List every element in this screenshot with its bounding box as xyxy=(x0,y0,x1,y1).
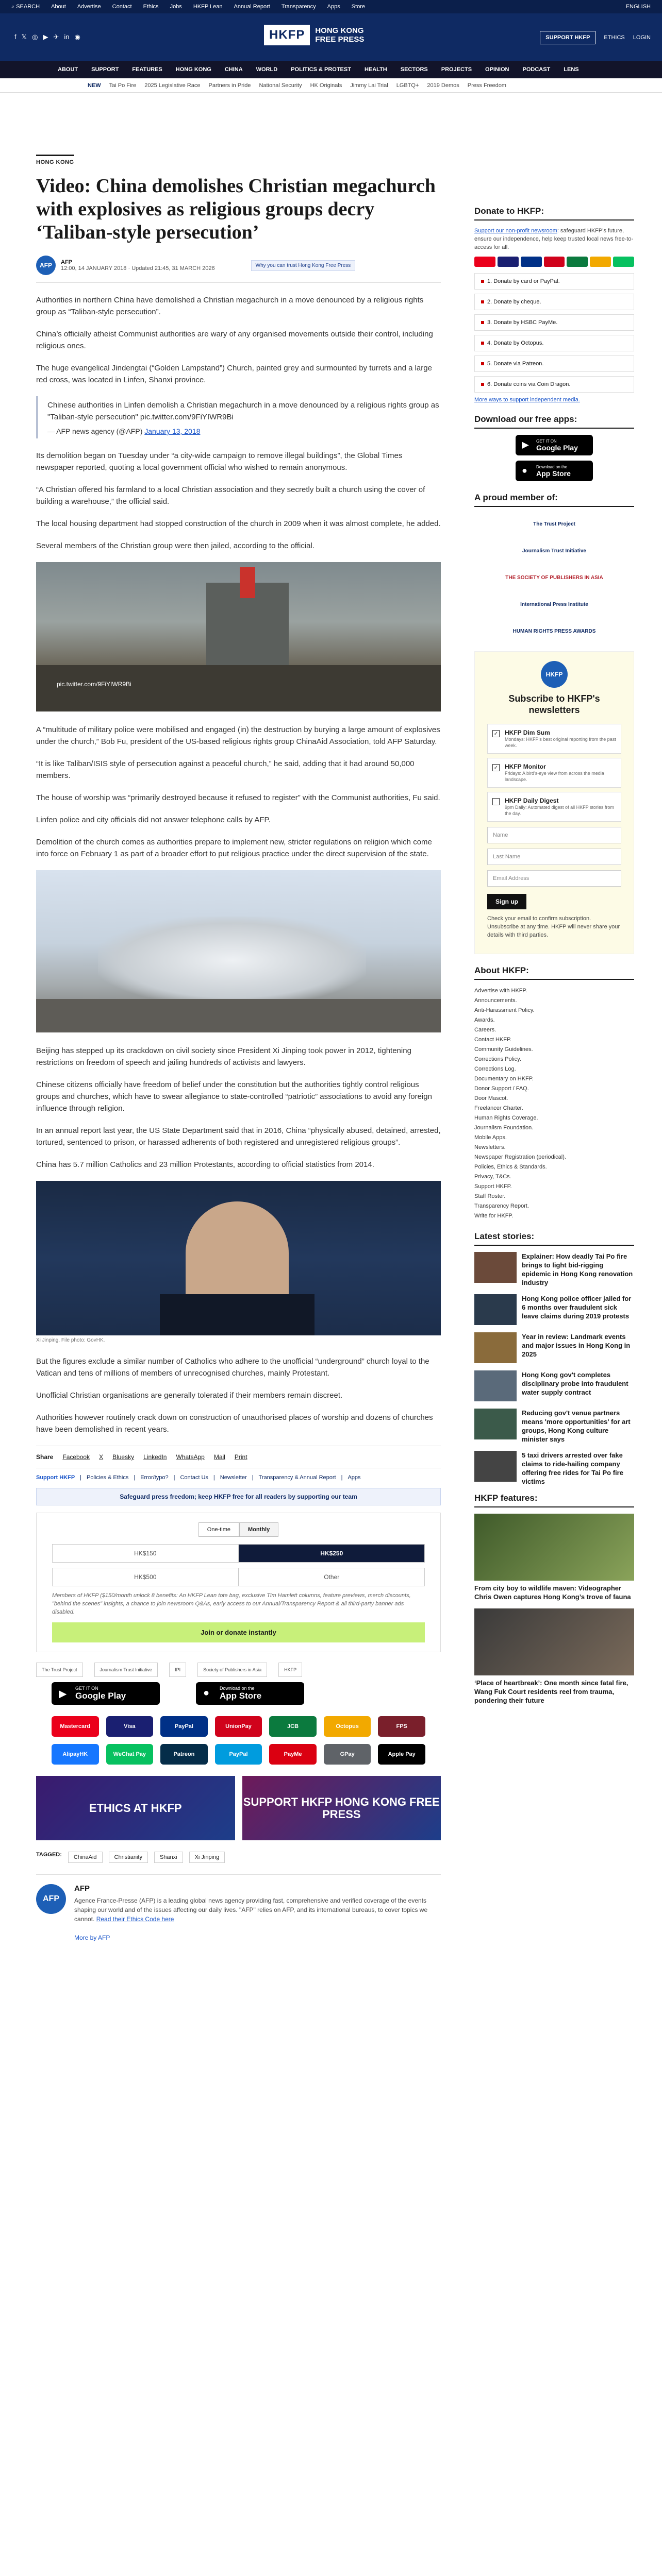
social-links xyxy=(14,33,80,41)
about-link[interactable]: Contact HKFP. xyxy=(474,1037,511,1043)
tag[interactable]: Shanxi xyxy=(154,1852,183,1863)
trust-project-badge[interactable]: The Trust Project xyxy=(36,1663,83,1677)
jti-logo[interactable]: Journalism Trust Initiative xyxy=(522,548,586,554)
about-link[interactable]: Newspaper Registration (periodical). xyxy=(474,1154,566,1160)
paragraph: A “multitude of military police were mobilised and engaged (in) the destruction by burying a large amount of explosives under the church,” Bob Fu, president of the US-based religious rights group ChinaAid Association, told AFP Saturday. xyxy=(36,725,440,746)
about-link[interactable]: Support HKFP. xyxy=(474,1183,512,1190)
telegram-icon[interactable]: ✈ xyxy=(53,33,59,41)
apps-title: Download our free apps: xyxy=(474,414,634,429)
checkbox-checked[interactable]: ✓ xyxy=(492,764,500,771)
topbar-contact[interactable]: Contact xyxy=(112,4,132,10)
gpay-logo[interactable]: GPay xyxy=(324,1744,371,1765)
main-nav xyxy=(0,61,662,78)
patreon-logo[interactable]: Patreon xyxy=(160,1744,208,1765)
topbar-transparency[interactable]: Transparency xyxy=(281,4,316,10)
about-link[interactable]: Human Rights Coverage. xyxy=(474,1115,538,1121)
nav-support[interactable]: SUPPORT xyxy=(91,66,119,73)
author-box-name[interactable]: AFP xyxy=(74,1884,90,1893)
story-thumbnail xyxy=(474,1294,517,1325)
non-profit-link[interactable]: Support our non-profit newsroom xyxy=(474,228,557,234)
support-banner[interactable]: SUPPORT HKFP HONG KONG FREE PRESS xyxy=(242,1776,441,1840)
email-input[interactable]: Email Address xyxy=(487,870,621,887)
amount-option-selected[interactable]: HK$250 xyxy=(239,1544,425,1563)
embedded-tweet xyxy=(36,396,441,438)
trust-project-logo[interactable]: The Trust Project xyxy=(533,521,575,527)
trending-link[interactable]: Tai Po Fire xyxy=(109,82,137,89)
about-link[interactable]: Write for HKFP. xyxy=(474,1213,514,1219)
amount-option-other[interactable]: Other xyxy=(239,1568,425,1586)
more-ways-link[interactable]: More ways to support independent media. xyxy=(474,397,580,403)
article-title: Video: China demolishes Christian megachurch with explosives as religious groups decry ‘Taliban-style persecution’ xyxy=(36,175,436,243)
about-link[interactable]: Policies, Ethics & Standards. xyxy=(474,1164,547,1170)
contact-link[interactable]: Contact Us xyxy=(180,1475,208,1481)
newsletter-note: Check your email to confirm subscription. Unsubscribe at any time. HKFP will never share your details with third parties. xyxy=(487,916,620,938)
app-buttons xyxy=(52,1682,425,1705)
apple-icon: ● xyxy=(522,465,527,476)
hrpa-logo[interactable]: HUMAN RIGHTS PRESS AWARDS xyxy=(512,628,596,634)
google-play-icon: ▶ xyxy=(59,1688,67,1700)
about-title: About HKFP: xyxy=(474,965,634,980)
share-linkedin[interactable]: LinkedIn xyxy=(143,1453,167,1461)
paragraph: Demolition of the church comes as authorities prepare to implement new, stricter regulations on religion which come into force on February 1 as part of a broader effort to put religious practice under the direct supervision of the state. xyxy=(36,838,432,858)
donation-widget xyxy=(36,1513,441,1652)
donation-note: Members of HKFP ($150/month unlock 8 benefits: An HKFP Lean tote bag, exclusive Tim Hamlett columns, feature previews, merch discounts, "behind the scenes" insights, a chance to join newsroom Q&As, early access to our Annual/Transparency Report & all third-party banner ads disabled. xyxy=(52,1592,411,1615)
share-label: Share xyxy=(36,1453,54,1461)
amount-option[interactable]: HK$500 xyxy=(52,1568,239,1586)
signup-button[interactable]: Sign up xyxy=(487,894,526,909)
tag[interactable]: Christianity xyxy=(109,1852,148,1863)
feature-card[interactable]: ‘Place of heartbreak’: One month since fatal fire, Wang Fuk Court residents reel from trauma, pondering their future xyxy=(474,1608,634,1705)
jti-badge[interactable]: Journalism Trust Initiative xyxy=(94,1663,158,1677)
donate-method[interactable]: 3. Donate by HSBC PayMe. xyxy=(474,314,634,331)
rss-icon[interactable]: ◉ xyxy=(74,33,80,41)
nav-about[interactable]: ABOUT xyxy=(58,66,78,73)
youtube-icon[interactable]: ▶ xyxy=(43,33,48,41)
feature-card[interactable]: From city boy to wildlife maven: Videographer Chris Owen captures Hong Kong’s trove of fauna xyxy=(474,1514,634,1601)
tweet-date-link[interactable]: January 13, 2018 xyxy=(144,427,201,435)
about-link[interactable]: Documentary on HKFP. xyxy=(474,1076,534,1082)
nav-lens[interactable]: LENS xyxy=(564,66,579,73)
search-link[interactable]: ⌕ SEARCH xyxy=(11,3,40,10)
article-category[interactable]: HONG KONG xyxy=(36,155,74,165)
donation-methods xyxy=(474,273,634,393)
tags xyxy=(36,1852,441,1863)
ethics-banner[interactable]: ETHICS AT HKFP xyxy=(36,1776,235,1840)
app-store-button[interactable]: ● Download on the App Store xyxy=(196,1682,304,1705)
xi-jinping-photo-wrap xyxy=(36,1181,441,1343)
trending-link[interactable]: LGBTQ+ xyxy=(396,82,419,89)
nav-politics[interactable]: POLITICS & PROTEST xyxy=(291,66,351,73)
fps-logo[interactable]: FPS xyxy=(378,1716,425,1737)
photo-caption: Xi Jinping. File photo: GovHK. xyxy=(36,1337,105,1343)
share-x[interactable]: X xyxy=(99,1453,104,1461)
latest-story[interactable]: Hong Kong police officer jailed for 6 months over fraudulent sick leave claims during 2019 protests xyxy=(474,1294,634,1325)
paragraph: The local housing department had stopped construction of the church in 2009 when it was almost complete, he added. xyxy=(36,519,441,528)
nav-opinion[interactable]: OPINION xyxy=(485,66,509,73)
donate-method[interactable]: 5. Donate via Patreon. xyxy=(474,355,634,372)
topbar-about[interactable]: About xyxy=(51,4,66,10)
hkfp-newsletter-logo: HKFP xyxy=(541,661,568,688)
about-link[interactable]: Corrections Policy. xyxy=(474,1056,521,1062)
paypal-logo[interactable]: PayPal xyxy=(160,1716,208,1737)
latest-story[interactable]: Year in review: Landmark events and major issues in Hong Kong in 2025 xyxy=(474,1332,634,1363)
sopa-logo[interactable]: THE SOCIETY OF PUBLISHERS IN ASIA xyxy=(505,574,603,581)
octopus-icon xyxy=(590,257,611,267)
about-link[interactable]: Door Mascot. xyxy=(474,1095,508,1101)
paragraph: Beijing has stepped up its crackdown on civil society since President Xi Jinping took power in 2012, tightening restrictions on freedom of speech and jailing hundreds of activists and lawyers. xyxy=(36,1046,411,1067)
mastercard-logo[interactable]: Mastercard xyxy=(52,1716,99,1737)
donate-intro: Support our non-profit newsroom: safeguard HKFP's future, ensure our independence, help keep trusted local news free-to-access for all. xyxy=(474,228,634,250)
trust-badges xyxy=(36,1663,441,1677)
about-link[interactable]: Awards. xyxy=(474,1017,495,1023)
paragraph: China has 5.7 million Catholics and 23 million Protestants, according to official statistics from 2014. xyxy=(36,1160,374,1169)
unionpay-logo[interactable]: UnionPay xyxy=(215,1716,262,1737)
apple-pay-logo[interactable]: Apple Pay xyxy=(378,1744,425,1765)
hkfp-badge[interactable]: HKFP xyxy=(278,1663,302,1677)
video-link-text: pic.twitter.com/9FiYIWR9Bi xyxy=(57,681,131,688)
tweet-text: Chinese authorities in Linfen demolish a Christian megachurch in a move denounced by a religious rights group as "Taliban-style persecution" pic.twitter.com/9FiYIWR9Bi xyxy=(47,401,439,421)
nav-health[interactable]: HEALTH xyxy=(364,66,387,73)
payment-icons-small xyxy=(474,257,634,267)
paragraph: Linfen police and city officials did not answer telephone calls by AFP. xyxy=(36,816,271,824)
ipi-logo[interactable]: International Press Institute xyxy=(520,601,588,607)
latest-title: Latest stories: xyxy=(474,1231,634,1246)
latest-story[interactable]: Reducing gov't venue partners means 'more opportunities' for art groups, Hong Kong culture minister says xyxy=(474,1409,634,1444)
newsletter-option[interactable]: ✓ HKFP Monitor Fridays: A bird's-eye view from across the media landscape. xyxy=(487,758,621,788)
topbar-advertise[interactable]: Advertise xyxy=(77,4,101,10)
about-link[interactable]: Community Guidelines. xyxy=(474,1046,533,1053)
trending-ticker xyxy=(0,78,662,93)
sidebar xyxy=(474,206,634,1712)
more-by-author-link[interactable]: More by AFP xyxy=(74,1934,110,1941)
google-play-button-sidebar[interactable]: ▶ GET IT ON Google Play xyxy=(516,435,593,455)
church-video-image[interactable] xyxy=(36,562,441,711)
name-input[interactable]: Name xyxy=(487,827,621,843)
google-play-icon: ▶ xyxy=(522,439,529,450)
topbar-annual-report[interactable]: Annual Report xyxy=(234,4,270,10)
top-bar xyxy=(0,0,662,13)
paragraph: Unofficial Christian organisations are generally tolerated if their members remain discreet. xyxy=(36,1391,343,1400)
topbar-apps[interactable]: Apps xyxy=(327,4,340,10)
last-name-input[interactable]: Last Name xyxy=(487,849,621,865)
xi-jinping-photo xyxy=(36,1181,441,1335)
hkfp-features xyxy=(474,1493,634,1705)
tab-one-time[interactable]: One-time xyxy=(198,1522,239,1537)
latest-stories xyxy=(474,1231,634,1486)
about-link[interactable]: Staff Roster. xyxy=(474,1193,506,1199)
latest-story[interactable]: 5 taxi drivers arrested over fake claims to ride-hailing company offering free rides for Tai Po fire victims xyxy=(474,1451,634,1486)
latest-story[interactable]: Hong Kong gov't completes disciplinary probe into fraudulent water supply contract xyxy=(474,1370,634,1401)
safeguard-banner[interactable]: Safeguard press freedom; keep HKFP free for all readers by supporting our team xyxy=(36,1488,441,1505)
features-title: HKFP features: xyxy=(474,1493,634,1507)
about-link[interactable]: Announcements. xyxy=(474,997,517,1004)
wechat-icon xyxy=(613,257,634,267)
paragraph: Authorities in northern China have demolished a Christian megachurch in a move denounced by a religious rights group as “Taliban-style persecution”. xyxy=(36,296,424,316)
author-avatar[interactable]: AFP xyxy=(36,256,56,275)
tab-monthly[interactable]: Monthly xyxy=(239,1522,278,1537)
instagram-icon[interactable]: ◎ xyxy=(32,33,38,41)
newsletter-link[interactable]: Newsletter xyxy=(220,1475,247,1481)
visa-icon xyxy=(498,257,519,267)
ipi-badge[interactable]: IPI xyxy=(169,1663,186,1677)
payment-methods xyxy=(52,1716,425,1765)
about-link[interactable]: Careers. xyxy=(474,1027,496,1033)
member-logos xyxy=(474,514,634,641)
paragraph: The huge evangelical Jindengtai (“Golden Lampstand”) Church, painted grey and surmounted by turrets and a large red cross, was located in Linfen, Shanxi province. xyxy=(36,364,432,384)
trending-link[interactable]: HK Originals xyxy=(310,82,342,89)
about-link[interactable]: Transparency Report. xyxy=(474,1203,529,1209)
story-thumbnail xyxy=(474,1252,517,1283)
newsletter-option[interactable]: ✓ HKFP Dim Sum Mondays: HKFP's best original reporting from the past week. xyxy=(487,724,621,754)
apps-link[interactable]: Apps xyxy=(347,1475,361,1481)
topbar-store[interactable]: Store xyxy=(351,4,366,10)
paragraph: “A Christian offered his farmland to a local Christian association and they secretly built a church using the cover of building a warehouse,” the official said. xyxy=(36,485,425,506)
nav-sectors[interactable]: SECTORS xyxy=(400,66,428,73)
promo-banners xyxy=(36,1776,441,1840)
trending-link[interactable]: 2025 Legislative Race xyxy=(144,82,201,89)
story-thumbnail xyxy=(474,1451,517,1482)
author-bio: Agence France-Presse (AFP) is a leading global news agency providing fast, comprehensive and verified coverage of the events shaping our world and of the issues affecting our daily lives. "AFP" relies on AFP, and its international bureaus, to cover topics we cannot. Read their Ethics Code here xyxy=(74,1897,428,1923)
ethics-link[interactable]: ETHICS xyxy=(604,35,625,41)
payme-logo[interactable]: PayMe xyxy=(269,1744,317,1765)
jcb-logo[interactable]: JCB xyxy=(269,1716,317,1737)
policies-link[interactable]: Policies & Ethics xyxy=(87,1475,129,1481)
paypal-logo[interactable]: PayPal xyxy=(215,1744,262,1765)
donate-method[interactable]: 4. Donate by Octopus. xyxy=(474,335,634,351)
join-donate-button[interactable]: Join or donate instantly xyxy=(52,1622,425,1642)
paragraph: Chinese citizens officially have freedom of belief under the constitution but the authorities tightly control religious groups and churches, which have to swear allegiance to state-controlled “patriotic” associations to avoid any foreign influence through religion. xyxy=(36,1080,432,1113)
author-avatar-large[interactable]: AFP xyxy=(36,1884,66,1914)
donate-method[interactable]: 2. Donate by cheque. xyxy=(474,294,634,310)
byline: AFP AFP 12:00, 14 JANUARY 2018 · Updated 21:45, 31 MARCH 2026 Why you can trust Hong Kong Free Press xyxy=(36,256,441,275)
updated-date: Updated 21:45, 31 MARCH 2026 xyxy=(131,265,215,272)
about-link[interactable]: Freelancer Charter. xyxy=(474,1105,523,1111)
x-icon[interactable]: 𝕏 xyxy=(21,33,27,41)
support-hkfp-button[interactable]: SUPPORT HKFP xyxy=(540,31,595,44)
octopus-logo[interactable]: Octopus xyxy=(324,1716,371,1737)
about-link[interactable]: Anti-Harassment Policy. xyxy=(474,1007,535,1013)
paypal-icon xyxy=(521,257,542,267)
paragraph: Several members of the Christian group were then jailed, according to the official. xyxy=(36,541,315,550)
sopa-badge[interactable]: Society of Publishers in Asia xyxy=(197,1663,267,1677)
latest-story[interactable]: Explainer: How deadly Tai Po fire brings to light bid-rigging epidemic in Hong Kong renovation industry xyxy=(474,1252,634,1287)
story-thumbnail xyxy=(474,1370,517,1401)
about-link[interactable]: Newsletters. xyxy=(474,1144,506,1150)
about-link[interactable]: Journalism Foundation. xyxy=(474,1125,534,1131)
story-thumbnail xyxy=(474,1332,517,1363)
google-play-button[interactable]: ▶ GET IT ON Google Play xyxy=(52,1682,160,1705)
checkbox[interactable] xyxy=(492,798,500,805)
nav-hong-kong[interactable]: HONG KONG xyxy=(175,66,211,73)
feature-image xyxy=(474,1514,634,1581)
paragraph: In an annual report last year, the US State Department said that in 2016, China “physically abused, detained, arrested, tortured, sentenced to prison, or harassed adherents of both registered and unregistered religious groups”. xyxy=(36,1126,441,1147)
trending-link[interactable]: Press Freedom xyxy=(467,82,506,89)
visa-logo[interactable]: Visa xyxy=(106,1716,154,1737)
wechat-pay-logo[interactable]: WeChat Pay xyxy=(106,1744,154,1765)
demolition-photo xyxy=(36,870,441,1032)
about-section xyxy=(474,965,634,1221)
ethics-code-link[interactable]: Read their Ethics Code here xyxy=(96,1916,174,1923)
language-link[interactable]: ENGLISH xyxy=(625,4,651,10)
share-print[interactable]: Print xyxy=(234,1453,247,1461)
nav-projects[interactable]: PROJECTS xyxy=(441,66,472,73)
paragraph: China’s officially atheist Communist authorities are wary of any organised movements outside their control, including religious ones. xyxy=(36,330,433,350)
linkedin-icon[interactable]: in xyxy=(64,33,70,41)
newsletter-box xyxy=(474,651,634,954)
donate-title: Donate to HKFP: xyxy=(474,206,634,221)
about-link[interactable]: Mobile Apps. xyxy=(474,1134,507,1141)
story-thumbnail xyxy=(474,1409,517,1439)
donate-method[interactable]: 1. Donate by card or PayPal. xyxy=(474,273,634,290)
transparency-link[interactable]: Transparency & Annual Report xyxy=(258,1475,336,1481)
paragraph: But the figures exclude a similar number of Catholics who adhere to the unofficial “underground” church loyal to the Vatican and tens of millions of members of unrecognised churches, mainly Protestant. xyxy=(36,1357,429,1378)
tweet-source: — AFP news agency (@AFP) xyxy=(47,427,143,435)
jcb-icon xyxy=(567,257,588,267)
new-badge: NEW xyxy=(88,82,101,89)
topbar-ethics[interactable]: Ethics xyxy=(143,4,159,10)
newsletter-title: Subscribe to HKFP's newsletters xyxy=(508,693,600,715)
about-link[interactable]: Corrections Log. xyxy=(474,1066,516,1072)
app-store-button-sidebar[interactable]: ● Download on the App Store xyxy=(516,461,593,481)
about-link[interactable]: Advertise with HKFP. xyxy=(474,988,527,994)
share-bluesky[interactable]: Bluesky xyxy=(112,1453,135,1461)
share-whatsapp[interactable]: WhatsApp xyxy=(176,1453,205,1461)
support-links: Support HKFP | Policies & Ethics | Error/typo? | Contact Us | Newsletter | Transparency & Annual Report | Apps xyxy=(36,1475,361,1481)
nav-features[interactable]: FEATURES xyxy=(132,66,162,73)
article xyxy=(36,155,441,1941)
tag[interactable]: ChinaAid xyxy=(68,1852,103,1863)
trending-link[interactable]: Jimmy Lai Trial xyxy=(350,82,388,89)
author-name[interactable]: AFP xyxy=(61,259,72,265)
unionpay-icon xyxy=(544,257,565,267)
tag[interactable]: Xi Jinping xyxy=(189,1852,225,1863)
trending-link[interactable]: Partners in Pride xyxy=(208,82,251,89)
feature-image xyxy=(474,1608,634,1675)
site-logo[interactable]: HKFP HONG KONG FREE PRESS xyxy=(264,25,364,45)
paragraph: Authorities however routinely crack down on construction of unauthorised places of worship and dozens of churches have been demolished in recent years. xyxy=(36,1413,433,1434)
topbar-jobs[interactable]: Jobs xyxy=(170,4,182,10)
amount-option[interactable]: HK$150 xyxy=(52,1544,239,1563)
paragraph: The house of worship was “primarily destroyed because it refused to register” with the Communist authorities, Fu said. xyxy=(36,793,440,802)
trending-link[interactable]: 2019 Demos xyxy=(427,82,459,89)
newsletter-option[interactable]: HKFP Daily Digest 9pm Daily: Automated digest of all HKFP stories from the day. xyxy=(487,792,621,822)
apple-icon: ● xyxy=(203,1687,210,1699)
alipay-logo[interactable]: AlipayHK xyxy=(52,1744,99,1765)
topbar-lean[interactable]: HKFP Lean xyxy=(193,4,223,10)
share-mail[interactable]: Mail xyxy=(213,1453,225,1461)
nav-podcast[interactable]: PODCAST xyxy=(522,66,551,73)
proud-member-title: A proud member of: xyxy=(474,493,634,507)
tags-label: TAGGED: xyxy=(36,1852,62,1858)
login-link[interactable]: LOGIN xyxy=(633,35,651,41)
author-box xyxy=(36,1874,441,1941)
trending-link[interactable]: National Security xyxy=(259,82,302,89)
publish-date: 12:00, 14 JANUARY 2018 xyxy=(61,265,127,272)
support-hkfp-link[interactable]: Support HKFP xyxy=(36,1475,75,1481)
nav-china[interactable]: CHINA xyxy=(224,66,243,73)
mastercard-icon xyxy=(474,257,495,267)
paragraph: Its demolition began on Tuesday under “a city-wide campaign to remove illegal buildings”, the Global Times newspaper reported, quoting a local government official who wished to remain anonymous. xyxy=(36,451,403,472)
site-header xyxy=(0,13,662,61)
about-list xyxy=(474,986,634,1221)
error-link[interactable]: Error/typo? xyxy=(140,1475,169,1481)
facebook-icon[interactable]: f xyxy=(14,33,16,41)
about-link[interactable]: Privacy, T&Cs. xyxy=(474,1174,511,1180)
paragraph: “It is like Taliban/ISIS style of persecution against a peaceful church,” he said, adding that it had around 50,000 members. xyxy=(36,759,415,780)
share-bar xyxy=(36,1446,441,1468)
checkbox-checked[interactable]: ✓ xyxy=(492,730,500,737)
donate-method[interactable]: 6. Donate coins via Coin Dragon. xyxy=(474,376,634,393)
share-facebook[interactable]: Facebook xyxy=(62,1453,90,1461)
about-link[interactable]: Donor Support / FAQ. xyxy=(474,1086,529,1092)
nav-world[interactable]: WORLD xyxy=(256,66,278,73)
trust-banner[interactable]: Why you can trust Hong Kong Free Press xyxy=(251,260,356,271)
